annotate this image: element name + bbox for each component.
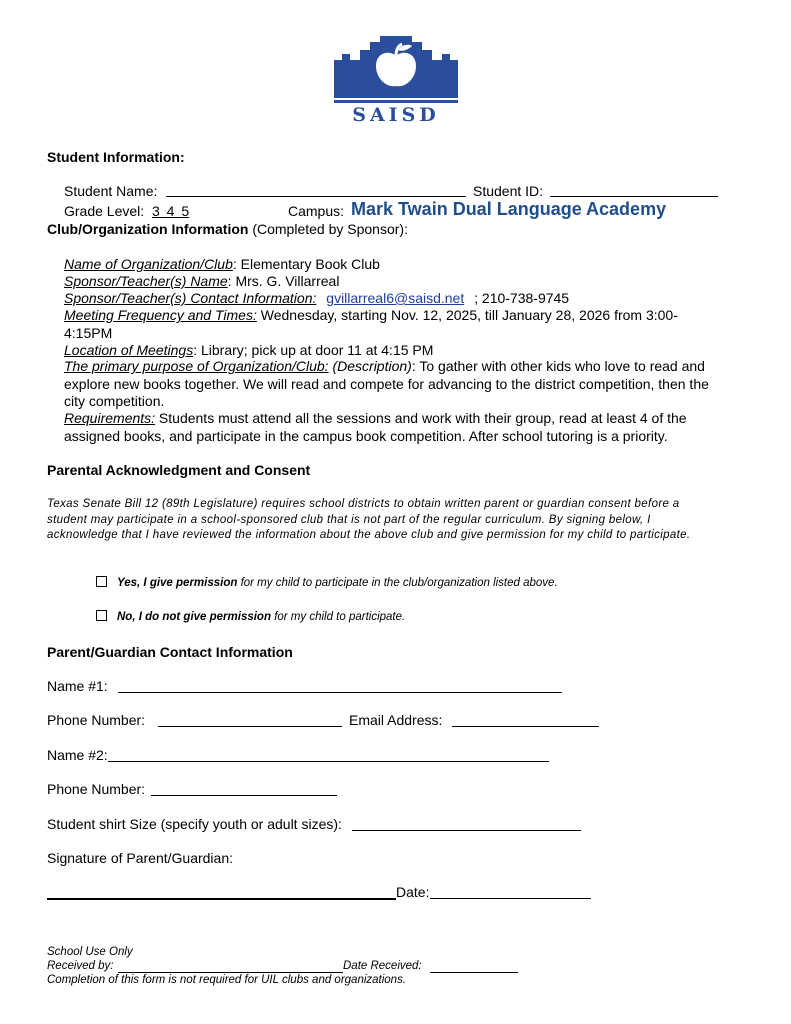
purpose-desc: (Description) [328,358,412,374]
consent-yes-bold: Yes, I give permission [117,577,238,589]
shirt-size-field[interactable] [352,830,581,831]
club-heading-note: (Completed by Sponsor): [252,221,408,237]
campus-value: Mark Twain Dual Language Academy [351,199,667,219]
phone1-label: Phone Number: [47,712,146,728]
received-by-field[interactable] [118,972,343,973]
grade-level-label: Grade Level: [64,203,145,219]
purpose-value: : To gather with other kids who love to read and explore new books together. We will read and compete for advancing to the district competition, then the city competition. [64,358,709,409]
signature-label: Signature of Parent/Guardian: [47,850,234,866]
club-name-row [64,256,380,272]
meeting-label: Meeting Frequency and Times: [64,307,257,323]
club-name-value: : Elementary Book Club [232,256,380,272]
requirements-value: Students must attend all the sessions and work with their group, read at least 4 of the assigned books, and participate in the campus book competition. After school tutoring is a priority. [64,410,687,444]
consent-no-rest: for my child to participate. [271,611,406,623]
student-id-field[interactable] [550,196,718,197]
name2-field[interactable] [108,761,549,762]
student-name-label: Student Name: [64,183,158,199]
date-field[interactable] [430,898,591,899]
name1-field[interactable] [118,692,562,693]
sponsor-email-link[interactable]: gvillarreal6@saisd.net [326,290,465,306]
saisd-logo [332,34,460,126]
parent-heading: Parent/Guardian Contact Information [47,644,293,660]
phone2-field[interactable] [151,795,337,796]
grade-level-value: 3 4 5 [152,203,190,219]
consent-yes-checkbox[interactable] [96,576,107,587]
phone1-field[interactable] [158,726,342,727]
location-value: : Library; pick up at door 11 at 4:15 PM [193,342,434,358]
consent-yes-rest: for my child to participate in the club/organization listed above. [237,577,558,589]
student-info-heading: Student Information: [47,149,185,165]
purpose-label: The primary purpose of Organization/Club: [64,358,329,374]
sponsor-name-value: : Mrs. G. Villarreal [227,273,340,289]
sponsor-phone: ; 210-738-9745 [470,290,570,306]
consent-no-row [96,610,405,623]
consent-no-bold: No, I do not give permission [117,611,271,623]
consent-no-checkbox[interactable] [96,610,107,621]
received-by-label: Received by: [47,960,114,972]
student-id-label: Student ID: [473,183,544,199]
name1-label: Name #1: [47,678,108,694]
date-received-field[interactable] [430,972,518,973]
purpose-row [64,358,728,411]
club-heading-text: Club/Organization Information [47,221,249,237]
date-label: Date: [396,884,430,900]
signature-field[interactable] [47,898,396,900]
email-field[interactable] [452,726,599,727]
date-received-label: Date Received: [343,960,422,972]
school-use-label: School Use Only [47,946,133,958]
consent-yes-row [96,576,558,589]
sponsor-contact-row [64,290,569,306]
shirt-size-label: Student shirt Size (specify youth or adult sizes): [47,816,342,832]
email-label: Email Address: [349,712,443,728]
student-name-field[interactable] [166,196,466,197]
location-row [64,342,433,358]
location-label: Location of Meetings [64,342,194,358]
meeting-row [64,307,724,342]
meeting-value: Wednesday, starting Nov. 12, 2025, till January 28, 2026 from 3:00-4:15PM [64,307,678,341]
consent-paragraph: Texas Senate Bill 12 (89th Legislature) requires school districts to obtain written parent or guardian consent before a student may participate in a school-sponsored club that is not part of the regular curriculum. By signing below, I acknowledge that I have reviewed the information about the above club and give permission for my child to participate. [47,498,691,541]
sponsor-name-label: Sponsor/Teacher(s) Name [64,273,228,289]
phone2-label: Phone Number: [47,781,146,797]
campus-label: Campus: [288,203,345,219]
sponsor-name-row [64,273,339,289]
name2-label: Name #2: [47,747,108,763]
sponsor-contact-label: Sponsor/Teacher(s) Contact Information: [64,290,317,306]
club-info-heading [47,221,408,237]
requirements-label: Requirements: [64,410,156,426]
requirements-row [64,410,728,445]
uil-note: Completion of this form is not required for UIL clubs and organizations. [47,974,407,986]
logo-text: SAISD [352,104,440,126]
club-name-label: Name of Organization/Club [64,256,233,272]
consent-heading: Parental Acknowledgment and Consent [47,462,311,478]
